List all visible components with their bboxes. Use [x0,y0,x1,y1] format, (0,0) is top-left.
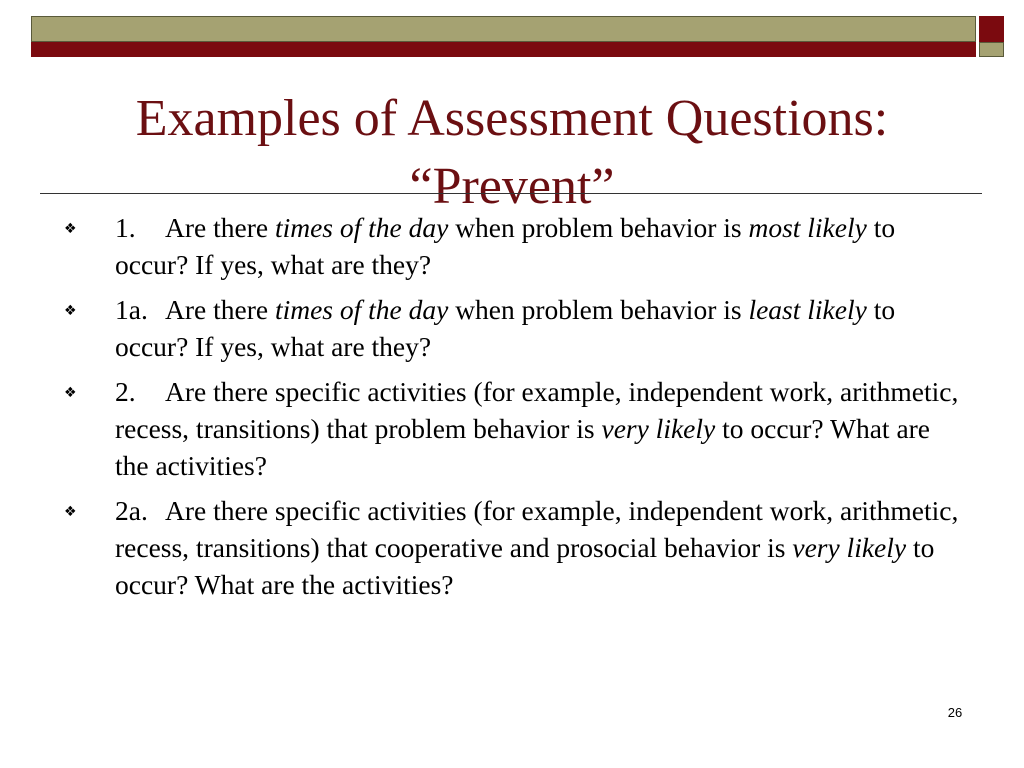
diamond-bullet-icon: ❖ [64,303,77,319]
header-bar-maroon [31,42,976,57]
question-number: 2a. [115,495,148,526]
question-list [60,209,960,611]
title-line-1: Examples of Assessment Questions: [135,89,889,147]
question-text: Are there specific activities (for example, independent work, arithmetic, recess, transitions) that problem behavior is [115,376,959,444]
question-item-1a [60,291,960,365]
question-number: 1. [115,212,136,243]
question-emphasis: very likely [792,532,907,563]
question-item-2a [60,492,960,603]
question-emphasis: most likely [748,212,867,243]
question-text: when problem behavior is [448,294,749,325]
title-divider [40,193,982,194]
question-text: to occur? What are the activities? [115,532,935,600]
question-emphasis: times of the day [274,294,449,325]
slide-title [40,85,984,221]
question-number: 2. [115,376,136,407]
question-text: to occur? If yes, what are they? [115,212,896,280]
diamond-bullet-icon: ❖ [64,504,77,520]
question-text: to occur? What are the activities? [115,413,931,481]
question-text: Are there specific activities (for example, independent work, arithmetic, recess, transitions) that cooperative and prosocial behavior is [115,495,959,563]
question-item-1 [60,209,960,283]
question-number: 1a. [115,294,148,325]
question-text: to occur? If yes, what are they? [115,294,896,362]
page-number: 26 [947,705,963,720]
question-emphasis: very likely [601,413,716,444]
question-item-2 [60,373,960,484]
header-square-olive [979,42,1004,57]
diamond-bullet-icon: ❖ [64,221,77,237]
question-emphasis: times of the day [274,212,449,243]
question-text: Are there [165,294,275,325]
header-square-maroon [979,16,1004,42]
title-line-2: “Prevent” [409,157,615,215]
header-bar-olive [31,16,976,42]
question-emphasis: least likely [748,294,867,325]
question-text: when problem behavior is [448,212,749,243]
diamond-bullet-icon: ❖ [64,385,77,401]
question-text: Are there [165,212,275,243]
